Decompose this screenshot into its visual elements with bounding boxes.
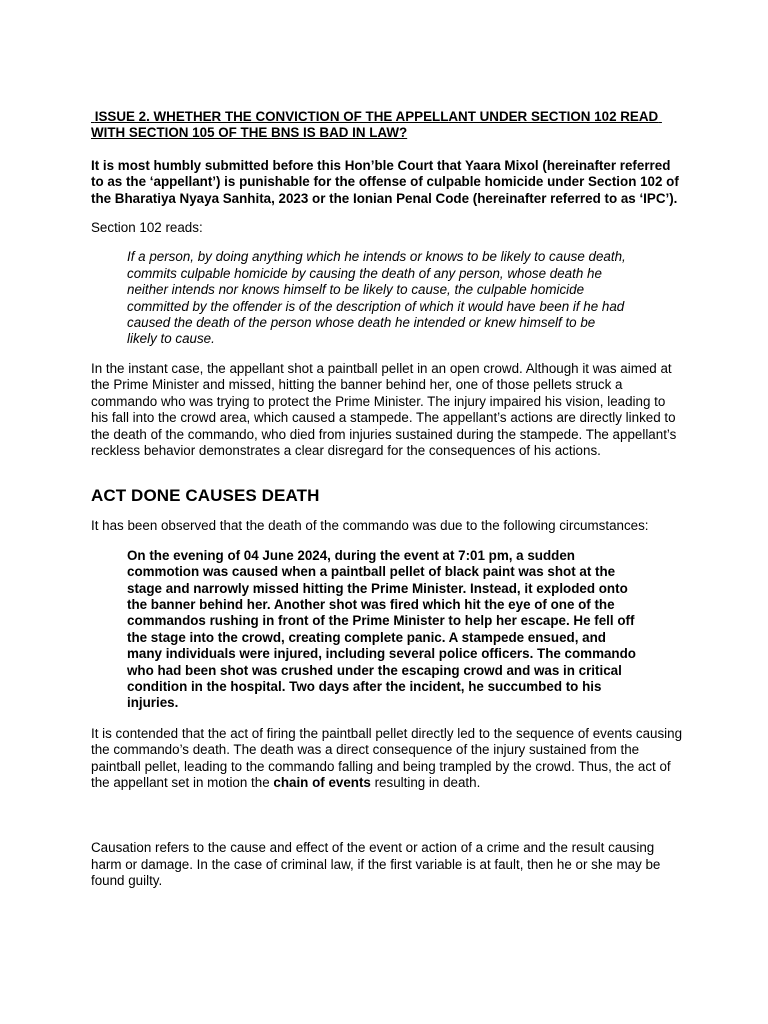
instant-case-paragraph: In the instant case, the appellant shot a paintball pellet in an open crowd. Although it was aimed at the Prime Minister and missed, hitting the banner behind her, one of those pellets struck a commando who was trying to protect the Prime Minister. The injury impaired his vision, leading to his fall into the crowd area, which caused a stampede. The appellant’s actions are directly linked to the death of the commando, who died from injuries sustained during the stampede. The appellant’s reckless behavior demonstrates a clear disregard for the consequences of his actions. bbox=[91, 360, 677, 458]
issue-heading: ISSUE 2. WHETHER THE CONVICTION OF THE APPELLANT UNDER SECTION 102 READ WITH SECTION 105 OF THE BNS IS BAD IN LAW? bbox=[91, 109, 662, 141]
contended-text-after: resulting in death. bbox=[370, 775, 481, 790]
contended-text-before: It is contended that the act of firing the paintball pellet directly led to the sequence of events causing the commando’s death. The death was a direct consequence of the injury sustained from the paintball pellet, leading to the commando falling and being trampled by the crowd. Thus, the act of the appellant set in motion the bbox=[91, 725, 683, 790]
facts-block: On the evening of 04 June 2024, during the event at 7:01 pm, a sudden commotion was caused when a paintball pellet of black paint was shot at the stage and narrowly missed hitting the Prime Minister. Instead, it exploded onto the banner behind her. Another shot was fired which hit the eye of one of the commandos rushing in front of the Prime Minister to help her escape. He fell off the stage into the crowd, creating complete panic. A stampede ensued, and many individuals were injured, including several police officers. The commando who had been shot was crushed under the escaping crowd and was in critical condition in the hospital. Two days after the incident, he succumbed to his injuries. bbox=[127, 547, 636, 711]
act-done-causes-death-heading: ACT DONE CAUSES DEATH bbox=[91, 486, 320, 506]
causation-paragraph: Causation refers to the cause and effect of the event or action of a crime and the result causing harm or damage. In the case of criminal law, if the first variable is at fault, then he or she may be found guilty. bbox=[91, 840, 661, 889]
statute-quote: If a person, by doing anything which he intends or knows to be likely to cause death, commits culpable homicide by causing the death of any person, whose death he neither intends nor knows himself to be likely to cause, the culpable homicide committed by the offender is of the description of which it would have been if he had caused the death of the person whose death he intended or knew himself to be likely to cause. bbox=[127, 249, 626, 347]
chain-of-events-emphasis: chain of events bbox=[273, 775, 371, 790]
observed-paragraph: It has been observed that the death of the commando was due to the following circumstances: bbox=[91, 518, 649, 534]
document-page bbox=[91, 109, 683, 890]
submission-paragraph: It is most humbly submitted before this Hon’ble Court that Yaara Mixol (hereinafter referred to as the ‘appellant’) is punishable for the offense of culpable homicide under Section 102 of the Bharatiya Nyaya Sanhita, 2023 or the Ionian Penal Code (hereinafter referred to as ‘IPC’). bbox=[91, 157, 679, 206]
contended-paragraph bbox=[91, 726, 683, 792]
section-reads-label: Section 102 reads: bbox=[91, 220, 203, 236]
